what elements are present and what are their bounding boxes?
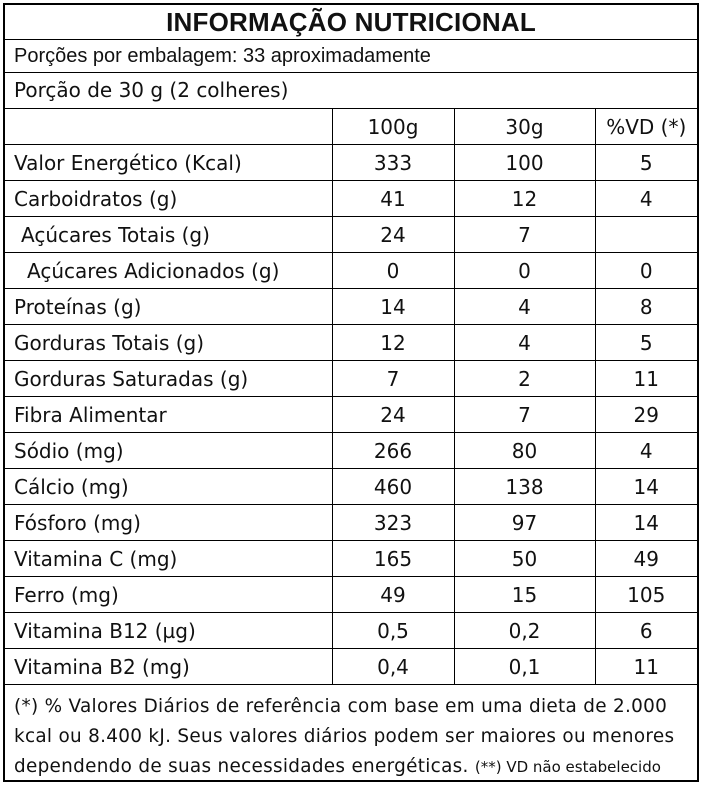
value-100g: 49	[332, 577, 454, 613]
nutrient-name: Cálcio (mg)	[5, 469, 332, 505]
table-header-row	[5, 109, 697, 145]
value-vd: 5	[595, 325, 697, 361]
table-row	[5, 433, 697, 469]
value-100g: 7	[332, 361, 454, 397]
nutrient-name: Vitamina B12 (µg)	[5, 613, 332, 649]
value-30g: 0,1	[454, 649, 595, 685]
nutrient-name: Carboidratos (g)	[5, 181, 332, 217]
footnote	[5, 685, 697, 782]
value-100g: 24	[332, 397, 454, 433]
value-30g: 138	[454, 469, 595, 505]
value-100g: 0,5	[332, 613, 454, 649]
nutrient-name: Açúcares Totais (g)	[5, 217, 332, 253]
table-row	[5, 541, 697, 577]
value-vd: 4	[595, 181, 697, 217]
table-row	[5, 253, 697, 289]
value-vd: 49	[595, 541, 697, 577]
value-vd: 4	[595, 433, 697, 469]
value-100g: 323	[332, 505, 454, 541]
value-100g: 41	[332, 181, 454, 217]
table-row	[5, 145, 697, 181]
table-row	[5, 217, 697, 253]
footnote-line-1: (*) % Valores Diários de referência com base em uma dieta de 2.000	[14, 696, 668, 717]
value-vd: 105	[595, 577, 697, 613]
value-100g: 460	[332, 469, 454, 505]
table-row	[5, 613, 697, 649]
table-row	[5, 469, 697, 505]
table-row	[5, 505, 697, 541]
nutrition-title: INFORMAÇÃO NUTRICIONAL	[5, 5, 697, 40]
value-vd	[595, 217, 697, 253]
value-100g: 0,4	[332, 649, 454, 685]
value-30g: 80	[454, 433, 595, 469]
table-row	[5, 181, 697, 217]
footnote-line-3	[14, 752, 691, 782]
column-header-vd: %VD (*)	[595, 109, 697, 145]
nutrient-name: Fósforo (mg)	[5, 505, 332, 541]
value-100g: 0	[332, 253, 454, 289]
nutrient-name: Fibra Alimentar	[5, 397, 332, 433]
value-30g: 7	[454, 217, 595, 253]
portion-size: Porção de 30 g (2 colheres)	[5, 73, 697, 109]
table-row	[5, 649, 697, 685]
value-30g: 7	[454, 397, 595, 433]
value-100g: 24	[332, 217, 454, 253]
nutrient-name: Sódio (mg)	[5, 433, 332, 469]
nutrient-name: Vitamina B2 (mg)	[5, 649, 332, 685]
table-row	[5, 289, 697, 325]
nutrition-facts-panel	[3, 3, 699, 782]
value-30g: 0	[454, 253, 595, 289]
nutrient-name: Gorduras Saturadas (g)	[5, 361, 332, 397]
value-30g: 0,2	[454, 613, 595, 649]
servings-per-package: Porções por embalagem: 33 aproximadamente	[5, 40, 697, 73]
value-vd: 11	[595, 649, 697, 685]
nutrient-name: Valor Energético (Kcal)	[5, 145, 332, 181]
value-vd: 11	[595, 361, 697, 397]
value-100g: 14	[332, 289, 454, 325]
value-30g: 50	[454, 541, 595, 577]
table-row	[5, 397, 697, 433]
nutrient-name: Ferro (mg)	[5, 577, 332, 613]
footnote-line-2: kcal ou 8.400 kJ. Seus valores diários podem ser maiores ou menores	[14, 726, 675, 747]
value-vd: 14	[595, 505, 697, 541]
value-30g: 4	[454, 325, 595, 361]
table-row	[5, 361, 697, 397]
footnote-vd-note: (**) VD não estabelecido	[474, 758, 661, 776]
footnote-text-3: dependendo de suas necessidades energéticas.	[14, 756, 469, 777]
value-vd: 6	[595, 613, 697, 649]
value-100g: 12	[332, 325, 454, 361]
table-row	[5, 577, 697, 613]
value-30g: 97	[454, 505, 595, 541]
value-30g: 15	[454, 577, 595, 613]
column-header-100g: 100g	[332, 109, 454, 145]
value-30g: 12	[454, 181, 595, 217]
value-vd: 14	[595, 469, 697, 505]
column-header-30g: 30g	[454, 109, 595, 145]
nutrient-name: Açúcares Adicionados (g)	[5, 253, 332, 289]
value-100g: 266	[332, 433, 454, 469]
nutrient-name: Proteínas (g)	[5, 289, 332, 325]
value-vd: 0	[595, 253, 697, 289]
nutrition-table	[5, 109, 697, 685]
nutrient-name: Gorduras Totais (g)	[5, 325, 332, 361]
value-100g: 333	[332, 145, 454, 181]
value-30g: 100	[454, 145, 595, 181]
nutrient-name: Vitamina C (mg)	[5, 541, 332, 577]
value-30g: 4	[454, 289, 595, 325]
value-30g: 2	[454, 361, 595, 397]
column-header-nutrient	[5, 109, 332, 145]
value-100g: 165	[332, 541, 454, 577]
value-vd: 5	[595, 145, 697, 181]
value-vd: 8	[595, 289, 697, 325]
value-vd: 29	[595, 397, 697, 433]
table-row	[5, 325, 697, 361]
